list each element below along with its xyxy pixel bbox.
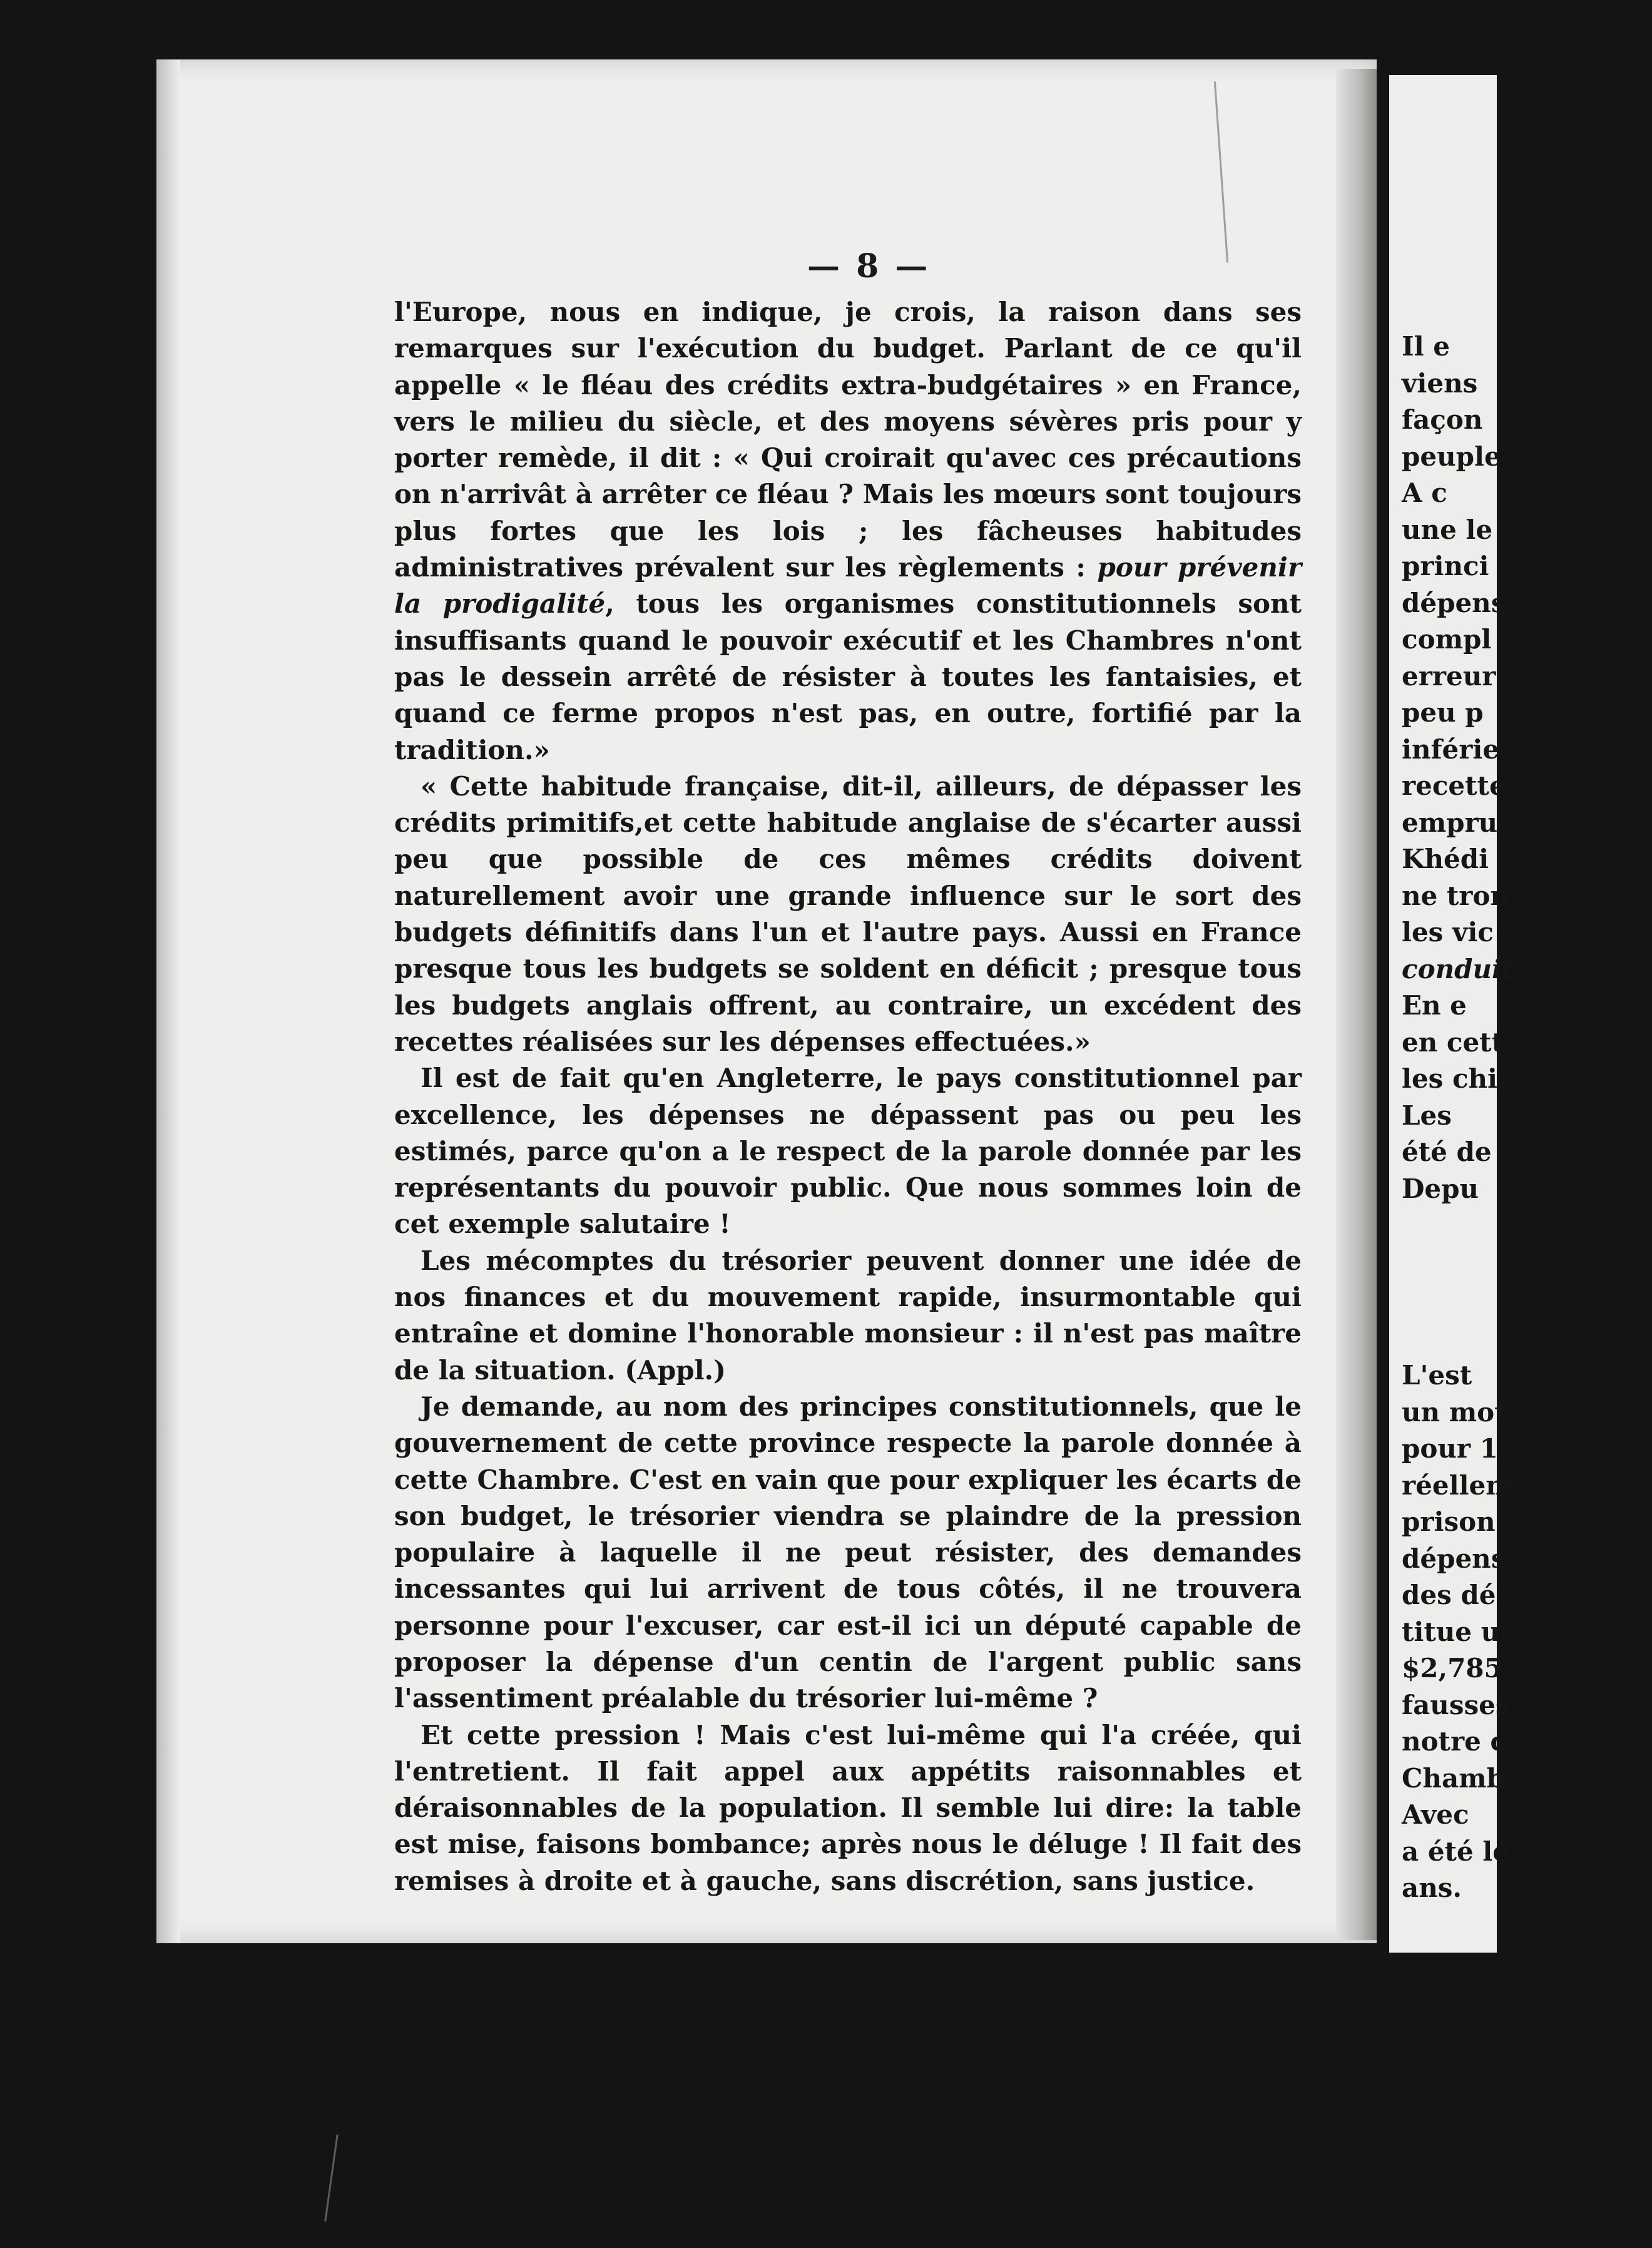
paragraph-4: Les mécomptes du trésorier peuvent donner une idée de nos finances et du mouvement rapide, insurmontable qui entraîne et domine l'honorable monsieur : il n'est pas maître de la situation. (Appl.) [394,1245,1302,1386]
adjacent-line: les chi [1402,1063,1498,1094]
adjacent-line: ans. [1402,1872,1462,1903]
adjacent-line: titue u [1402,1616,1501,1647]
adjacent-line: Chamb [1402,1762,1505,1794]
adjacent-line: A c [1402,478,1447,508]
adjacent-line: dépens [1402,1543,1506,1574]
adjacent-line: les vic [1402,917,1494,948]
adjacent-line: pour 1 [1402,1433,1498,1464]
adjacent-page-text [1402,329,1652,1907]
adjacent-line: a été le [1402,1836,1509,1867]
adjacent-line [1402,951,1652,988]
adjacent-line: viens [1402,367,1478,399]
main-text [394,294,1302,1899]
adjacent-line: des dé [1402,1580,1496,1610]
adjacent-line: erreurs [1402,660,1511,692]
adjacent-line: été de [1402,1137,1492,1167]
adjacent-line: Khédi [1402,844,1489,874]
adjacent-line: peuple [1402,441,1501,472]
adjacent-line: façon [1402,404,1483,435]
adjacent-line: recette [1402,770,1506,801]
paragraph-5: Je demande, au nom des principes constitutionnels, que le gouvernement de cette province respecte la parole donnée à cette Chambre. C'est en vain que pour expliquer les écarts de son budget, le trésorier viendra se plaindre de la pression populaire à laquelle il ne peut résister, des demandes incessantes qui lui arrivent de tous côtés, il ne trouvera personne pour l'excuser, car est-il ici un député capable de proposer la dépense d'un centin de l'argent public sans l'assentiment préalable du trésorier lui-même ? [394,1391,1302,1714]
paragraph-2: « Cette habitude française, dit-il, ailleurs, de dépasser les crédits primitifs,et cette habitude anglaise de s'écarter aussi peu que possible de ces mêmes crédits doivent naturellement avoir une grande influence sur le sort des budgets définitifs dans l'un et l'autre pays. Aussi en France presque tous les budgets se soldent en déficit ; presque tous les budgets anglais offrent, au contraire, un excédent des recettes réalisées sur les dépenses effectuées.» [394,770,1302,1057]
adjacent-line: empru [1402,807,1498,838]
adjacent-line: En e [1402,990,1467,1021]
adjacent-line: Les [1402,1100,1452,1131]
adjacent-line: inférie [1402,733,1500,765]
adjacent-line: dépens [1402,587,1506,618]
adjacent-line: ne tron [1402,880,1509,911]
page-gutter [1336,69,1377,1940]
film-scratch [324,2134,338,2221]
paragraph-1 [394,294,1302,769]
adjacent-line: peu p [1402,697,1484,728]
adjacent-line: en cett [1402,1026,1504,1058]
adjacent-line: une le [1402,514,1493,545]
adjacent-line: princi [1402,551,1489,581]
adjacent-line: prison [1402,1506,1496,1537]
paragraph-1-italic: pour prévenir la prodigalité [394,552,1302,620]
adjacent-gap [1402,1207,1652,1357]
adjacent-line-italic: conduit [1402,953,1514,984]
adjacent-line: réellem [1402,1469,1514,1501]
adjacent-page [1389,75,1514,1953]
paragraph-1-text: l'Europe, nous en indique, je crois, la raison dans ses remarques sur l'exécution du budget. Parlant de ce qu'il appelle « le fléau des crédits extra-budgétaires » en France, vers le milieu du siècle, et des moyens sévères pris pour y porter remède, il dit : « Qui croirait qu'avec ces précautions on n'arrivât à arrêter ce fléau ? Mais les mœurs sont toujours plus fortes que les lois ; les fâcheuses habitudes administratives prévalent sur les règlements : [394,297,1302,583]
adjacent-line: L'est [1402,1360,1472,1391]
paragraph-1-after: , tous les organismes constitutionnels sont insuffisants quand le pouvoir exécutif et les Chambres n'ont pas le dessein arrêté de résister à toutes les fantaisies, et quand ce ferme propos n'est pas, en outre, fortifié par la tradition.» [394,588,1302,765]
adjacent-line: Depu [1402,1173,1479,1204]
adjacent-line: notre c [1402,1726,1506,1757]
paragraph-3: Il est de fait qu'en Angleterre, le pays constitutionnel par excellence, les dépenses ne dépassent pas ou peu les estimés, parce qu'on a le respect de la parole donnée par les représentants du pouvoir public. Que nous sommes loin de cet exemple salutaire ! [394,1063,1302,1240]
adjacent-line: un mot [1402,1396,1507,1428]
adjacent-line: compl [1402,624,1492,655]
adjacent-line: fausses [1402,1689,1511,1720]
paragraph-6: Et cette pression ! Mais c'est lui-même qui l'a créée, qui l'entretient. Il fait appel aux appétits raisonnables et déraisonnables de la population. Il semble lui dire: la table est mise, faisons bombance; après nous le déluge ! Il fait des remises à droite et à gauche, sans discrétion, sans justice. [394,1719,1302,1896]
adjacent-line: $2,785, [1402,1653,1512,1683]
adjacent-line: Il e [1402,331,1450,362]
page-number: — 8 — [807,247,931,285]
adjacent-line: Avec [1402,1799,1469,1830]
